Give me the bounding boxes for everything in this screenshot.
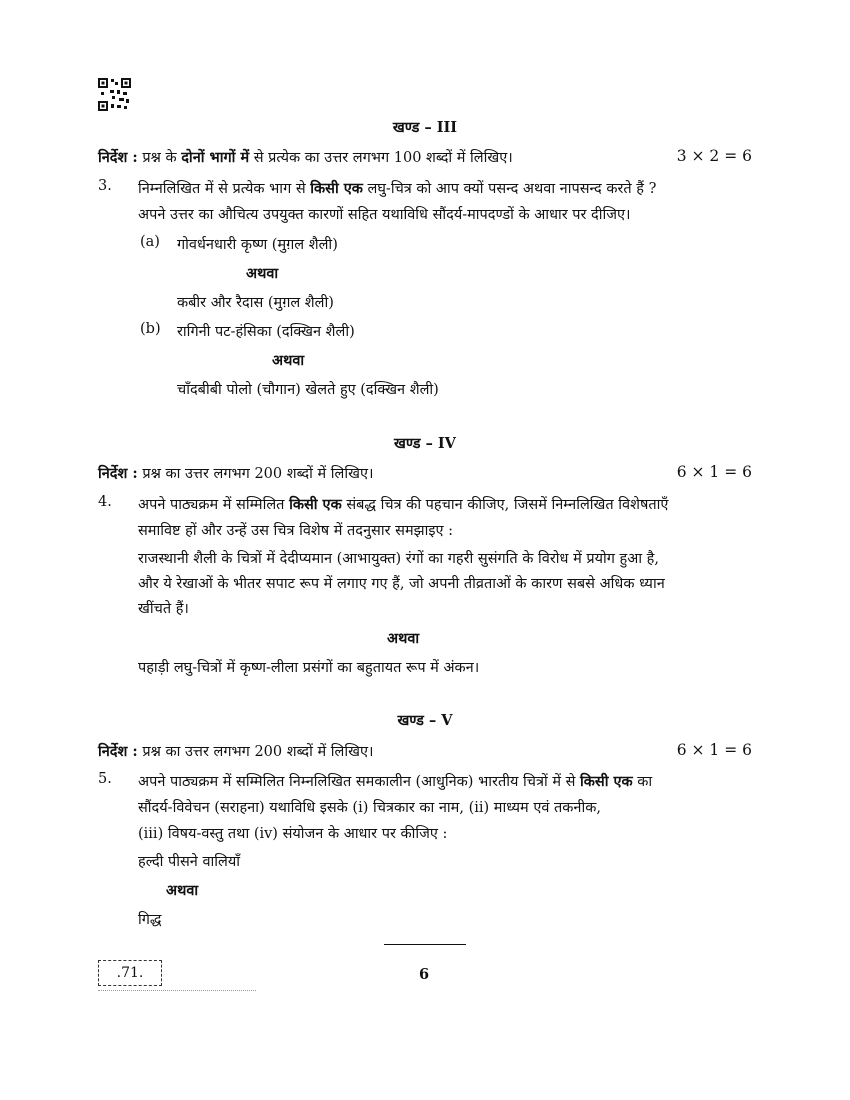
option-a-text: गोवर्धनधारी कृष्ण (मुग़ल शैली) xyxy=(177,237,338,253)
instruction-text: से प्रत्येक का उत्तर लगभग 100 शब्दों में लिखिए। xyxy=(249,150,513,166)
instruction-text: प्रश्न का उत्तर लगभग 200 शब्दों में लिखिए। xyxy=(137,466,374,482)
question-4-line-1 xyxy=(138,494,668,514)
section-5-instruction xyxy=(98,741,374,761)
question-5-option-2: गिद्ध xyxy=(138,912,162,928)
section-3-instruction xyxy=(98,147,513,167)
question-number: 3. xyxy=(98,178,112,194)
question-text: अपने पाठ्यक्रम में सम्मिलित निम्नलिखित समकालीन (आधुनिक) भारतीय चित्रों में से xyxy=(138,774,581,790)
question-5-line-2: सौंदर्य-विवेचन (सराहना) यथाविधि इसके (i) चित्रकार का नाम, (ii) माध्यम एवं तकनीक, xyxy=(138,800,601,816)
section-5-marks: 6 × 1 = 6 xyxy=(676,741,752,759)
question-4-alternative: पहाड़ी लघु-चित्रों में कृष्ण-लीला प्रसंगों का बहुतायत रूप में अंकन। xyxy=(138,660,480,676)
end-rule xyxy=(384,944,466,945)
instruction-label: निर्देश : xyxy=(98,149,138,166)
question-4-para-line-2: और ये रेखाओं के भीतर सपाट रूप में लगाए गए हैं, जो अपनी तीव्रताओं के कारण सबसे अधिक ध्यान xyxy=(138,576,665,592)
question-emphasis: किसी एक xyxy=(310,180,363,197)
section-5-heading: खण्ड – V xyxy=(397,712,453,729)
section-4-heading: खण्ड – IV xyxy=(394,435,456,452)
page-number: 6 xyxy=(419,966,430,983)
instruction-label: निर्देश : xyxy=(98,465,138,482)
instruction-text: प्रश्न का उत्तर लगभग 200 शब्दों में लिखिए। xyxy=(137,744,374,760)
question-3-line-1 xyxy=(138,178,656,198)
question-emphasis: किसी एक xyxy=(580,773,633,790)
question-text: संबद्ध चित्र की पहचान कीजिए, जिसमें निम्नलिखित विशेषताएँ xyxy=(341,497,669,513)
question-5-option-1: हल्दी पीसने वालियाँ xyxy=(138,854,241,870)
footer-dotted-rule xyxy=(98,990,256,991)
question-3-line-2: अपने उत्तर का औचित्य उपयुक्त कारणों सहित यथाविधि सौंदर्य-मापदण्डों के आधार पर दीजिए। xyxy=(138,207,631,223)
option-b-label: (b) xyxy=(140,321,161,337)
option-b-text: रागिनी पट-हंसिका (दक्खिन शैली) xyxy=(177,324,355,340)
paper-code: .71. xyxy=(98,960,162,986)
question-text: लघु-चित्र को आप क्यों पसन्द अथवा नापसन्द करते हैं ? xyxy=(362,181,657,197)
question-4-line-2: समाविष्ट हों और उन्हें उस चित्र विशेष में तदनुसार समझाइए : xyxy=(138,523,453,539)
instruction-emphasis: दोनों भागों में xyxy=(181,149,250,166)
qr-code xyxy=(98,78,131,111)
question-text: निम्नलिखित में से प्रत्येक भाग से xyxy=(138,181,311,197)
question-number: 5. xyxy=(98,771,112,787)
or-divider: अथवा xyxy=(166,882,199,899)
section-3-marks: 3 × 2 = 6 xyxy=(676,147,752,165)
option-b-alternative: चाँदबीबी पोलो (चौगान) खेलते हुए (दक्खिन शैली) xyxy=(177,382,439,398)
section-4-marks: 6 × 1 = 6 xyxy=(676,463,752,481)
section-4-instruction xyxy=(98,463,374,483)
question-4-para-line-3: खींचते हैं। xyxy=(138,601,189,617)
or-divider: अथवा xyxy=(246,265,279,282)
option-a-label: (a) xyxy=(140,234,160,250)
question-5-line-1 xyxy=(138,771,652,791)
section-3-heading: खण्ड – III xyxy=(392,119,458,136)
question-text: का xyxy=(632,774,653,790)
instruction-text: प्रश्न के xyxy=(137,150,182,166)
question-emphasis: किसी एक xyxy=(289,496,342,513)
question-number: 4. xyxy=(98,494,112,510)
or-divider: अथवा xyxy=(387,630,420,647)
question-5-line-3: (iii) विषय-वस्तु तथा (iv) संयोजन के आधार पर कीजिए : xyxy=(138,826,448,842)
instruction-label: निर्देश : xyxy=(98,743,138,760)
or-divider: अथवा xyxy=(272,352,305,369)
option-a-alternative: कबीर और रैदास (मुग़ल शैली) xyxy=(177,295,334,311)
question-text: अपने पाठ्यक्रम में सम्मिलित xyxy=(138,497,290,513)
question-4-para-line-1: राजस्थानी शैली के चित्रों में देदीप्यमान (आभायुक्त) रंगों का गहरी सुसंगति के विरोध में प्रयोग हुआ है, xyxy=(138,551,659,567)
